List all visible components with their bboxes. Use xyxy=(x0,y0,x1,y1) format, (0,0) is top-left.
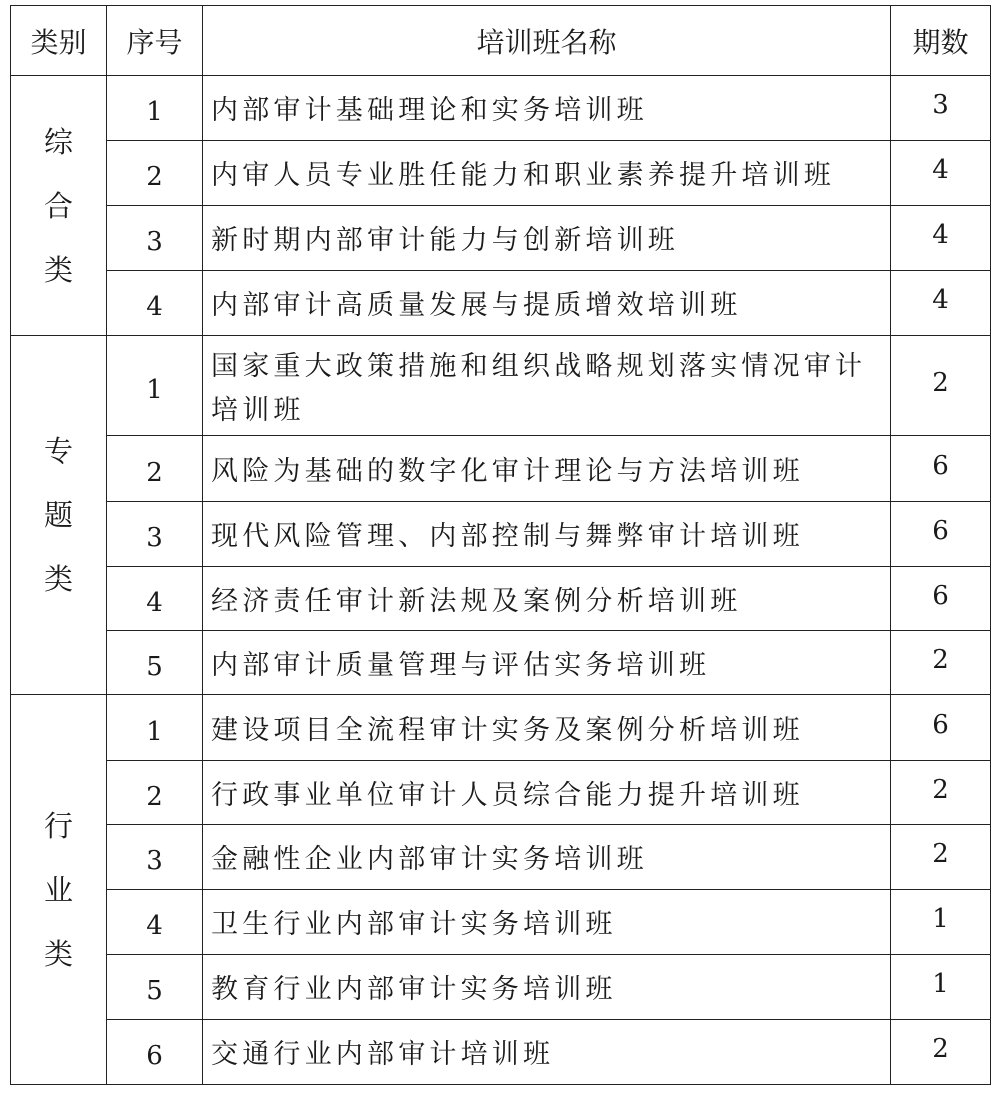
table-row xyxy=(11,436,991,502)
name-cell: 现代风险管理、内部控制与舞弊审计培训班 xyxy=(203,502,891,567)
table-row xyxy=(11,271,991,336)
header-row xyxy=(11,6,991,76)
table-row xyxy=(11,695,991,761)
name-cell: 内部审计基础理论和实务培训班 xyxy=(203,76,891,141)
seq-cell: 2 xyxy=(107,141,203,206)
count-cell: 2 xyxy=(891,825,991,890)
name-cell: 内部审计高质量发展与提质增效培训班 xyxy=(203,271,891,336)
table-row xyxy=(11,141,991,206)
seq-cell: 1 xyxy=(107,76,203,141)
seq-cell: 3 xyxy=(107,206,203,271)
count-cell: 6 xyxy=(891,695,991,761)
training-class-table xyxy=(10,5,991,1085)
category-cell xyxy=(11,336,107,695)
count-cell: 3 xyxy=(891,76,991,141)
header-category: 类别 xyxy=(11,6,107,76)
count-cell: 6 xyxy=(891,502,991,567)
category-label: 行业类 xyxy=(43,808,73,971)
category-label: 综合类 xyxy=(43,124,73,287)
count-cell: 2 xyxy=(891,761,991,825)
seq-cell: 1 xyxy=(107,695,203,761)
table-row xyxy=(11,761,991,825)
count-cell: 1 xyxy=(891,955,991,1020)
seq-cell: 3 xyxy=(107,825,203,890)
table-row xyxy=(11,206,991,271)
name-cell: 国家重大政策措施和组织战略规划落实情况审计培训班 xyxy=(203,336,891,436)
name-cell: 经济责任审计新法规及案例分析培训班 xyxy=(203,567,891,631)
table-body xyxy=(11,76,991,1085)
seq-cell: 4 xyxy=(107,271,203,336)
name-cell: 卫生行业内部审计实务培训班 xyxy=(203,890,891,955)
table-row xyxy=(11,567,991,631)
table-row xyxy=(11,502,991,567)
category-cell xyxy=(11,695,107,1085)
table-row xyxy=(11,76,991,141)
name-cell: 行政事业单位审计人员综合能力提升培训班 xyxy=(203,761,891,825)
category-cell xyxy=(11,76,107,336)
name-cell: 金融性企业内部审计实务培训班 xyxy=(203,825,891,890)
header-name: 培训班名称 xyxy=(203,6,891,76)
name-cell: 建设项目全流程审计实务及案例分析培训班 xyxy=(203,695,891,761)
seq-cell: 5 xyxy=(107,631,203,695)
seq-cell: 2 xyxy=(107,761,203,825)
table-row xyxy=(11,631,991,695)
count-cell: 2 xyxy=(891,336,991,436)
seq-cell: 4 xyxy=(107,890,203,955)
seq-cell: 4 xyxy=(107,567,203,631)
count-cell: 1 xyxy=(891,890,991,955)
table-row xyxy=(11,1020,991,1085)
count-cell: 4 xyxy=(891,141,991,206)
count-cell: 4 xyxy=(891,271,991,336)
seq-cell: 6 xyxy=(107,1020,203,1085)
name-cell: 交通行业内部审计培训班 xyxy=(203,1020,891,1085)
name-cell: 内审人员专业胜任能力和职业素养提升培训班 xyxy=(203,141,891,206)
seq-cell: 3 xyxy=(107,502,203,567)
name-cell: 新时期内部审计能力与创新培训班 xyxy=(203,206,891,271)
category-label: 专题类 xyxy=(43,434,73,596)
seq-cell: 2 xyxy=(107,436,203,502)
table-row xyxy=(11,955,991,1020)
seq-cell: 5 xyxy=(107,955,203,1020)
header-seq: 序号 xyxy=(107,6,203,76)
name-cell: 风险为基础的数字化审计理论与方法培训班 xyxy=(203,436,891,502)
name-cell: 内部审计质量管理与评估实务培训班 xyxy=(203,631,891,695)
count-cell: 2 xyxy=(891,631,991,695)
header-count: 期数 xyxy=(891,6,991,76)
count-cell: 6 xyxy=(891,567,991,631)
table-row xyxy=(11,336,991,436)
name-cell: 教育行业内部审计实务培训班 xyxy=(203,955,891,1020)
table-row xyxy=(11,825,991,890)
count-cell: 2 xyxy=(891,1020,991,1085)
count-cell: 4 xyxy=(891,206,991,271)
count-cell: 6 xyxy=(891,436,991,502)
table-row xyxy=(11,890,991,955)
seq-cell: 1 xyxy=(107,336,203,436)
